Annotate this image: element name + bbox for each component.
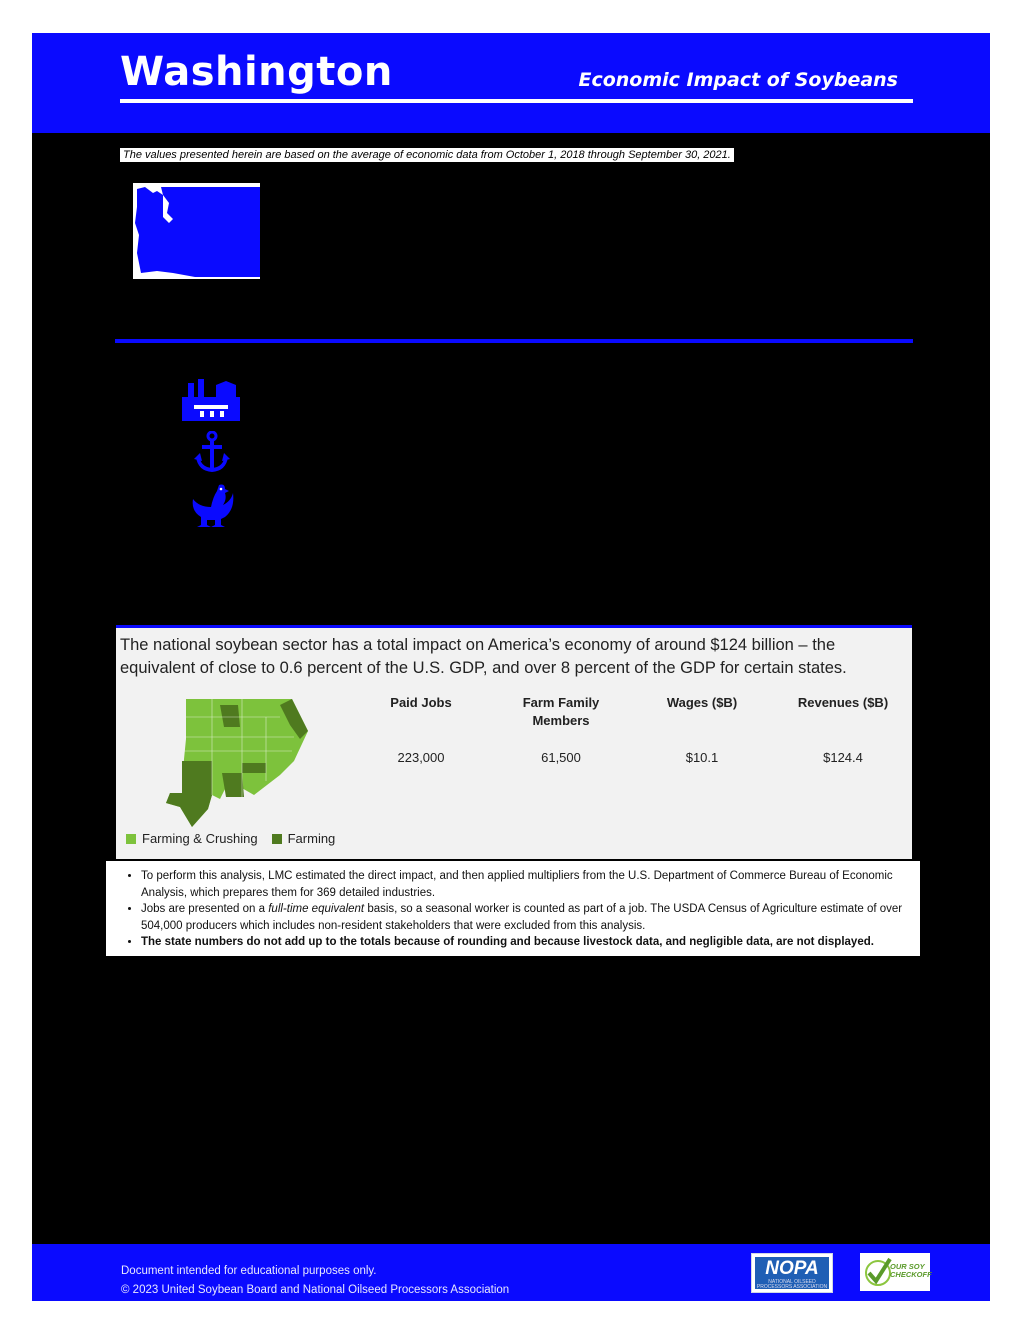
chicken-icon (189, 483, 235, 534)
header-divider (120, 99, 913, 103)
nopa-logo-text: NOPA (765, 1258, 819, 1279)
legend-swatch (126, 834, 136, 844)
stat-header: Revenues ($B) (797, 695, 889, 710)
section-divider (115, 339, 913, 343)
note-text: The state numbers do not add up to the totals because of rounding and because livestock data, and negligible data, are not displayed. (141, 936, 874, 948)
stat-header: Paid Jobs (390, 695, 452, 710)
stat-wages (637, 694, 767, 765)
national-impact-panel (116, 625, 912, 859)
processing-plant-icon (180, 379, 242, 428)
anchor-icon (194, 431, 230, 480)
nopa-logo-subtext: NATIONAL OILSEED PROCESSORS ASSOCIATION (756, 1279, 828, 1290)
soybean-states-map (162, 691, 312, 831)
data-period-note: The values presented herein are based on the average of economic data from October 1, 2018 through September 30, 2021. (120, 148, 734, 162)
stat-value: 61,500 (541, 750, 581, 765)
legend-item-farming-crushing (126, 831, 258, 846)
page (32, 33, 990, 1301)
note-text: Jobs are presented on a (141, 903, 269, 915)
legend-swatch (272, 834, 282, 844)
stat-farm-family-members (496, 694, 626, 765)
legend-label: Farming & Crushing (142, 831, 258, 846)
soy-checkoff-logo (860, 1253, 930, 1291)
page-title: Washington (120, 49, 393, 95)
legend-label: Farming (287, 831, 336, 846)
stat-paid-jobs (356, 694, 486, 765)
note-item (141, 934, 920, 951)
methodology-notes (106, 861, 920, 956)
checkmark-icon (862, 1253, 892, 1291)
note-item (141, 868, 920, 901)
footer-copyright: © 2023 United Soybean Board and National Oilseed Processors Association (121, 1284, 510, 1296)
stat-value: $10.1 (685, 750, 719, 765)
nopa-logo (751, 1253, 833, 1293)
national-impact-summary: The national soybean sector has a total impact on America’s economy of around $124 billion – the equivalent of close to 0.6 percent of the U.S. GDP, and over 8 percent of the GDP for certain states. (120, 636, 847, 677)
stat-header: Wages ($B) (666, 695, 738, 710)
note-item (141, 901, 920, 934)
stat-header: Farm Family Members (522, 695, 600, 728)
note-text: basis, so a seasonal worker is counted as part of a job. The USDA Census of Agriculture estimate of over 504,000 producers which includes non-resident stakeholders that were excluded from this analysis. (141, 903, 903, 932)
page-subtitle: Economic Impact of Soybeans (578, 69, 898, 91)
footer-banner (32, 1244, 990, 1301)
footer-disclaimer: Document intended for educational purposes only. (121, 1265, 377, 1277)
stat-revenues (778, 694, 908, 765)
note-emphasis: full-time equivalent (268, 903, 365, 915)
header-banner (32, 33, 990, 133)
stat-value: 223,000 (397, 750, 445, 765)
checkoff-logo-text: OUR SOY CHECKOFF (890, 1262, 932, 1279)
stat-value: $124.4 (823, 750, 863, 765)
map-legend (126, 831, 335, 846)
legend-item-farming (272, 831, 336, 846)
note-text: To perform this analysis, LMC estimated the direct impact, and then applied multipliers from the U.S. Department of Commerce Bureau of Economic Analysis, which prepares them for 369 detailed industries. (141, 870, 893, 899)
washington-state-map (133, 183, 260, 279)
